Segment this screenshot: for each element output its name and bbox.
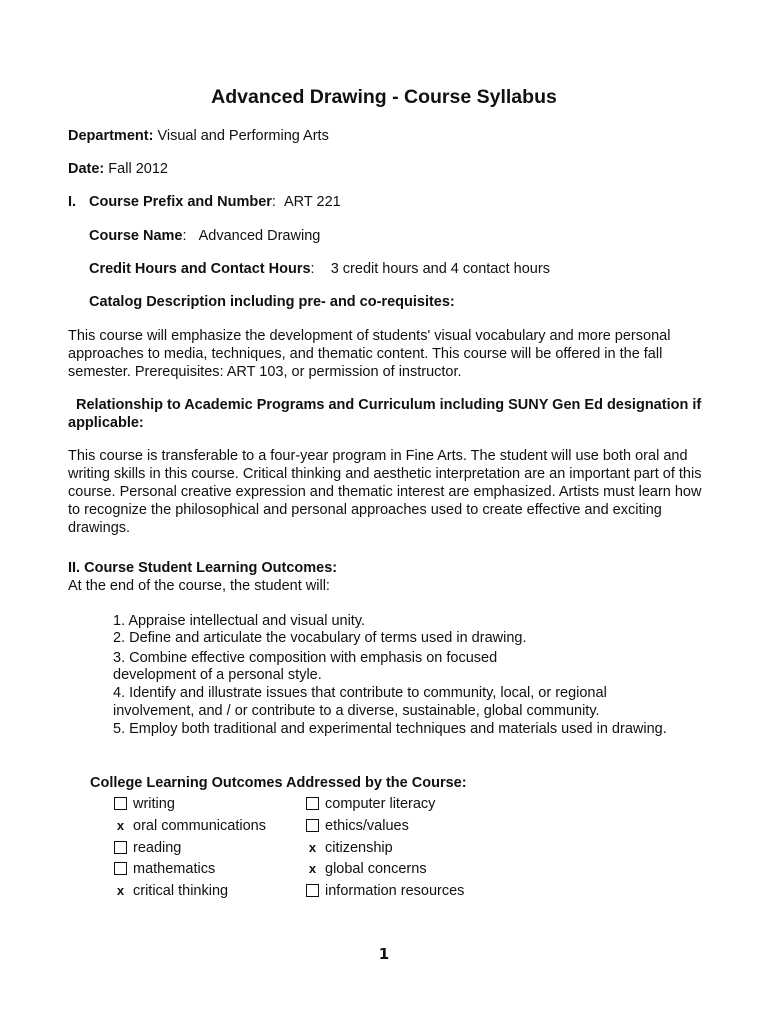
outcome-checkbox-ethics-values[interactable] [306, 817, 409, 835]
checkbox-label: mathematics [133, 861, 216, 877]
course-prefix-value: ART 221 [284, 194, 341, 210]
checkbox-empty-icon[interactable] [114, 841, 127, 854]
section1-numeral: I. [68, 194, 77, 210]
department-label: Department: [68, 128, 154, 144]
outcome-item: 1. Appraise intellectual and visual unity. [113, 613, 366, 629]
outcome-checkbox-oral-communications[interactable] [114, 817, 266, 835]
outcome-checkbox-critical-thinking[interactable] [114, 882, 228, 900]
relationship-heading: Relationship to Academic Programs and Curriculum including SUNY Gen Ed designation if applicable: [68, 397, 702, 431]
checked-x-icon[interactable]: x [308, 840, 317, 855]
checkbox-empty-icon[interactable] [114, 862, 127, 875]
learning-outcomes-intro: At the end of the course, the student will: [68, 578, 330, 594]
date-line [68, 160, 168, 178]
course-name-value: Advanced Drawing [198, 228, 321, 244]
checkbox-label: information resources [325, 883, 465, 899]
outcome-checkbox-writing[interactable] [114, 795, 175, 813]
outcome-checkbox-citizenship[interactable] [306, 839, 393, 857]
page-title: Advanced Drawing - Course Syllabus [211, 86, 557, 108]
relationship-text: This course is transferable to a four-year program in Fine Arts. The student will use both oral and writing skills in this course. Critical thinking and aesthetic interpretation are an important part of this course. Personal creative expression and thematic interest are emphasized. Artists must learn how to recognize the philosophical and personal approaches used to create effective and exciting drawings. [68, 448, 702, 536]
checkbox-label: citizenship [325, 840, 393, 856]
outcome-checkbox-computer-literacy[interactable] [306, 795, 435, 813]
checkbox-empty-icon[interactable] [306, 819, 319, 832]
checkbox-label: computer literacy [325, 796, 436, 812]
outcome-checkbox-reading[interactable] [114, 839, 181, 857]
college-outcomes-heading: College Learning Outcomes Addressed by the Course: [90, 775, 467, 791]
outcome-item: 3. Combine effective composition with emphasis on focused [113, 650, 498, 666]
checkbox-empty-icon[interactable] [306, 884, 319, 897]
credit-hours-line: Credit Hours and Contact Hours: 3 credit hours and 4 contact hours [89, 261, 550, 277]
date-value: Fall 2012 [108, 161, 168, 177]
checkbox-label: critical thinking [133, 883, 229, 899]
outcome-item: involvement, and / or contribute to a diverse, sustainable, global community. [113, 703, 600, 719]
department-value: Visual and Performing Arts [157, 128, 329, 144]
credit-hours-label: Credit Hours and Contact Hours [89, 261, 311, 277]
page-number: 1 [378, 945, 390, 963]
checkbox-label: reading [133, 840, 182, 856]
outcome-checkbox-mathematics[interactable] [114, 860, 215, 878]
catalog-description-text: This course will emphasize the development of students' visual vocabulary and more personal approaches to media, techniques, and thematic content. This course will be offered in the fall semester. Prerequisites: ART 103, or permission of instructor. [68, 328, 671, 380]
department-line [68, 127, 329, 145]
checkbox-label: global concerns [325, 861, 427, 877]
checkbox-empty-icon[interactable] [306, 797, 319, 810]
checked-x-icon[interactable]: x [308, 861, 317, 876]
course-prefix-label: Course Prefix and Number [89, 194, 272, 210]
checkbox-label: writing [133, 796, 175, 812]
checked-x-icon[interactable]: x [116, 818, 125, 833]
course-name-line: Course Name: Advanced Drawing [89, 228, 321, 244]
outcome-checkbox-information-resources[interactable] [306, 882, 464, 900]
outcome-checkbox-global-concerns[interactable] [306, 860, 427, 878]
learning-outcomes-heading: II. Course Student Learning Outcomes: [68, 560, 338, 576]
outcome-item: development of a personal style. [113, 667, 322, 683]
outcome-item: 2. Define and articulate the vocabulary of terms used in drawing. [113, 630, 527, 646]
course-name-label: Course Name [89, 228, 183, 244]
checked-x-icon[interactable]: x [116, 883, 125, 898]
checkbox-empty-icon[interactable] [114, 797, 127, 810]
outcome-item: 5. Employ both traditional and experimental techniques and materials used in drawing. [113, 721, 667, 737]
outcome-item: 4. Identify and illustrate issues that contribute to community, local, or regional [113, 685, 607, 701]
course-prefix-line: I. Course Prefix and Number: ART 221 [68, 194, 341, 210]
checkbox-label: oral communications [133, 818, 266, 834]
date-label: Date: [68, 161, 105, 177]
checkbox-label: ethics/values [325, 818, 409, 834]
catalog-description-label: Catalog Description including pre- and co-requisites: [89, 294, 455, 310]
credit-hours-value: 3 credit hours and 4 contact hours [330, 261, 550, 277]
